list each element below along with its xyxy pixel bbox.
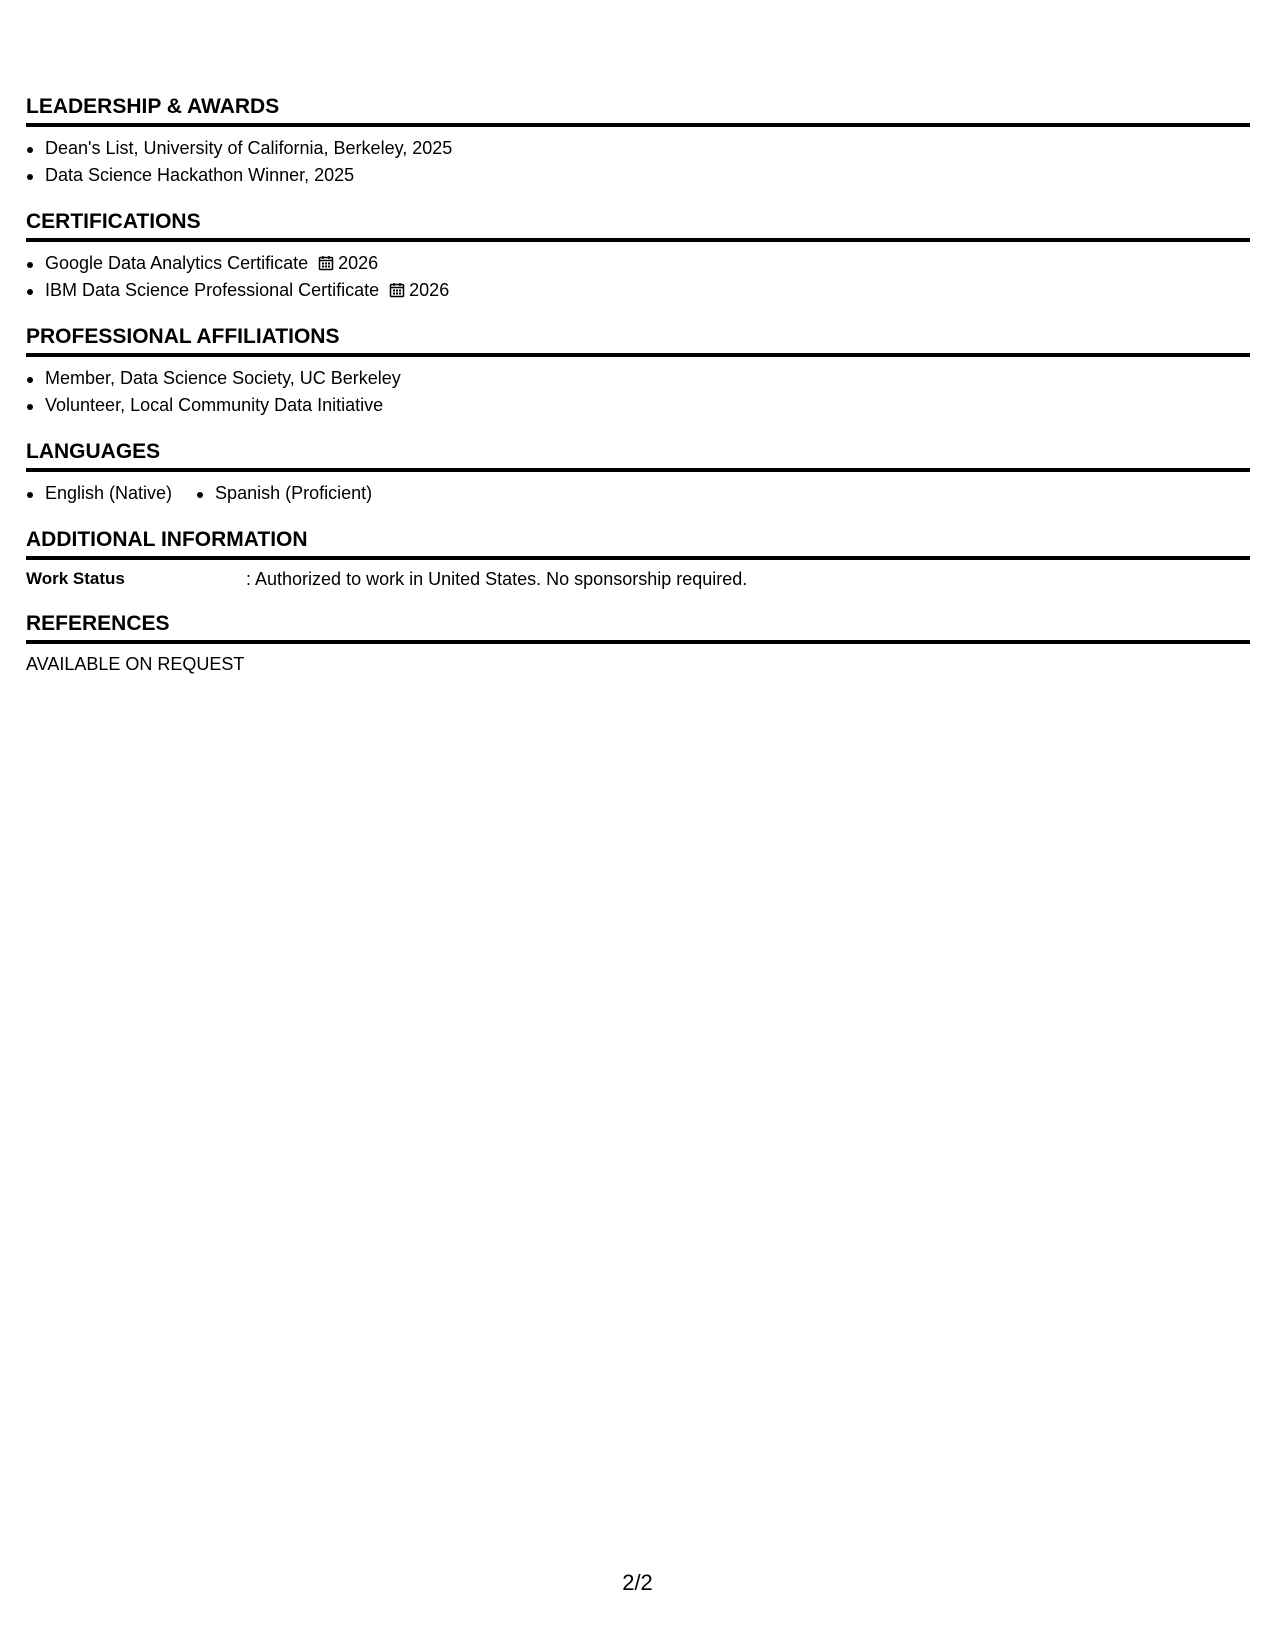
list-item: Dean's List, University of California, Berkeley, 2025: [26, 135, 1250, 162]
section-title: REFERENCES: [26, 611, 1250, 644]
list-item: Member, Data Science Society, UC Berkeley: [26, 365, 1250, 392]
list-item: English (Native): [26, 480, 172, 507]
list-item: Spanish (Proficient): [196, 480, 372, 507]
certificate-year: 2026: [409, 280, 450, 300]
professional-affiliations-section: [26, 324, 1250, 419]
list-item: Volunteer, Local Community Data Initiative: [26, 392, 1250, 419]
certificate-name: Google Data Analytics Certificate: [45, 253, 309, 273]
references-text: AVAILABLE ON REQUEST: [26, 654, 245, 674]
section-title: PROFESSIONAL AFFILIATIONS: [26, 324, 1250, 357]
certifications-list: [26, 250, 1250, 304]
list-item: [26, 277, 1250, 304]
affiliations-list: [26, 365, 1250, 419]
list-item: Data Science Hackathon Winner, 2025: [26, 162, 1250, 189]
resume-page: [26, 94, 1250, 676]
certifications-section: [26, 209, 1250, 304]
calendar-icon: [318, 255, 334, 271]
section-title: LEADERSHIP & AWARDS: [26, 94, 1250, 127]
certificate-year: 2026: [338, 253, 379, 273]
section-title: CERTIFICATIONS: [26, 209, 1250, 242]
languages-section: [26, 439, 1250, 507]
section-title: ADDITIONAL INFORMATION: [26, 527, 1250, 560]
list-item: [26, 250, 1250, 277]
references-section: [26, 611, 1250, 676]
work-status-row: [26, 567, 1250, 591]
calendar-icon: [389, 282, 405, 298]
additional-information-section: [26, 527, 1250, 591]
page-number: 2/2: [622, 1570, 653, 1595]
leadership-awards-section: [26, 94, 1250, 189]
work-status-value: : Authorized to work in United States. No sponsorship required.: [246, 569, 748, 589]
work-status-label: Work Status: [26, 569, 125, 588]
certificate-name: IBM Data Science Professional Certificate: [45, 280, 380, 300]
section-title: LANGUAGES: [26, 439, 1250, 472]
languages-list: [26, 480, 1250, 507]
awards-list: [26, 135, 1250, 189]
